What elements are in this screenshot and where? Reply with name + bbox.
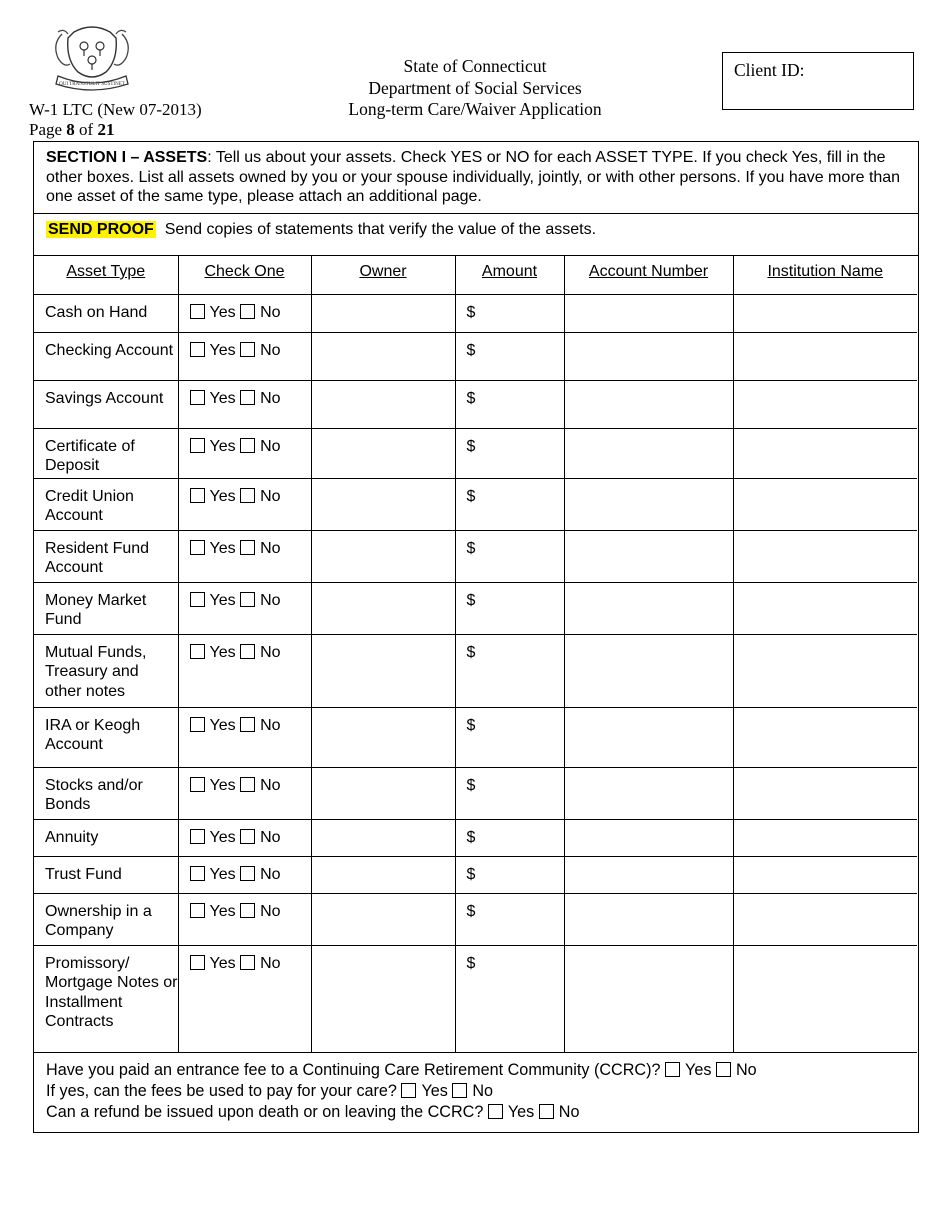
no-label: No (260, 341, 281, 359)
no-label: No (260, 828, 281, 846)
send-proof-highlight: SEND PROOF (48, 221, 154, 238)
yes-checkbox[interactable] (190, 304, 205, 319)
no-checkbox[interactable] (539, 1104, 554, 1119)
amount-field[interactable] (455, 707, 564, 767)
asset-type-cell (34, 767, 178, 819)
owner-field[interactable] (311, 707, 455, 767)
owner-field[interactable] (311, 582, 455, 634)
send-proof-text: Send copies of statements that verify the value of the assets. (164, 221, 597, 238)
yes-label: Yes (209, 591, 236, 609)
yes-label: Yes (209, 437, 236, 455)
no-checkbox[interactable] (240, 955, 255, 970)
svg-text:QUI TRANSTULIT SUSTINET: QUI TRANSTULIT SUSTINET (59, 82, 125, 87)
check-one-cell (178, 634, 311, 707)
amount-field[interactable] (455, 478, 564, 530)
asset-type-cell (34, 707, 178, 767)
section-intro (46, 148, 908, 207)
institution-name-field[interactable] (733, 707, 917, 767)
section-instructions: : Tell us about your assets. Check YES or NO for each ASSET TYPE. If you check Yes, fill in the other boxes. List all assets owned by you or your spouse individually, jointly, or with other persons. If you have more than one asset of the same type, please attach an additional page. (46, 149, 901, 205)
amount-field[interactable] (455, 428, 564, 478)
client-id-field[interactable] (722, 52, 914, 110)
asset-type-label: Checking Account (45, 341, 174, 359)
currency-symbol: $ (466, 389, 476, 407)
account-number-field[interactable] (564, 478, 733, 530)
account-number-field[interactable] (564, 707, 733, 767)
asset-type-label: Mutual Funds, Treasury and other notes (45, 643, 147, 700)
no-label: No (260, 776, 281, 794)
asset-type-label: Savings Account (45, 389, 164, 407)
currency-symbol: $ (466, 643, 476, 661)
yes-label: Yes (209, 716, 236, 734)
yes-checkbox[interactable] (190, 540, 205, 555)
table-row (34, 945, 917, 1052)
divider (34, 213, 918, 214)
check-one-cell (178, 530, 311, 582)
no-checkbox[interactable] (240, 829, 255, 844)
owner-field[interactable] (311, 893, 455, 945)
no-checkbox[interactable] (240, 717, 255, 732)
ccrc-questions (46, 1060, 757, 1123)
asset-type-label: Annuity (45, 828, 99, 846)
amount-field[interactable] (455, 294, 564, 332)
asset-type-cell (34, 893, 178, 945)
owner-field[interactable] (311, 634, 455, 707)
no-label: No (260, 539, 281, 557)
currency-symbol: $ (466, 539, 476, 557)
yes-checkbox[interactable] (190, 866, 205, 881)
page-total: 21 (97, 120, 115, 139)
yes-label: Yes (209, 643, 236, 661)
no-label: No (260, 954, 281, 972)
amount-field[interactable] (455, 634, 564, 707)
account-number-field[interactable] (564, 380, 733, 428)
ccrc-question: Have you paid an entrance fee to a Continuing Care Retirement Community (CCRC)? Yes No (46, 1061, 757, 1079)
table-row (34, 856, 917, 893)
institution-name-field[interactable] (733, 294, 917, 332)
ccrc-question: Can a refund be issued upon death or on leaving the CCRC? Yes No (46, 1103, 580, 1121)
asset-type-label: Cash on Hand (45, 303, 148, 321)
yes-label: Yes (209, 303, 236, 321)
currency-symbol: $ (466, 865, 476, 883)
no-label: No (260, 865, 281, 883)
no-checkbox[interactable] (240, 488, 255, 503)
check-one-cell (178, 478, 311, 530)
asset-type-label: Credit Union Account (45, 487, 134, 524)
column-header: Check One (178, 255, 311, 294)
amount-field[interactable] (455, 856, 564, 893)
institution-name-field[interactable] (733, 893, 917, 945)
table-row (34, 893, 917, 945)
currency-symbol: $ (466, 341, 476, 359)
currency-symbol: $ (466, 716, 476, 734)
asset-type-cell (34, 478, 178, 530)
account-number-field[interactable] (564, 294, 733, 332)
client-id-label: Client ID: (734, 60, 805, 80)
account-number-field[interactable] (564, 893, 733, 945)
institution-name-field[interactable] (733, 428, 917, 478)
yes-checkbox[interactable] (190, 592, 205, 607)
asset-type-label: Certificate of Deposit (45, 437, 135, 474)
check-one-cell (178, 945, 311, 1052)
check-one-cell (178, 893, 311, 945)
asset-type-cell (34, 294, 178, 332)
account-number-field[interactable] (564, 634, 733, 707)
no-label: No (260, 389, 281, 407)
owner-field[interactable] (311, 819, 455, 856)
no-checkbox[interactable] (716, 1062, 731, 1077)
amount-field[interactable] (455, 582, 564, 634)
agency-line: State of Connecticut (403, 56, 547, 76)
check-one-cell (178, 767, 311, 819)
currency-symbol: $ (466, 902, 476, 920)
column-header: Owner (311, 255, 455, 294)
yes-checkbox[interactable] (190, 777, 205, 792)
account-number-field[interactable] (564, 428, 733, 478)
yes-checkbox[interactable] (401, 1083, 416, 1098)
account-number-field[interactable] (564, 856, 733, 893)
amount-field[interactable] (455, 893, 564, 945)
no-label: No (260, 643, 281, 661)
owner-field[interactable] (311, 428, 455, 478)
institution-name-field[interactable] (733, 478, 917, 530)
table-row (34, 634, 917, 707)
owner-field[interactable] (311, 294, 455, 332)
amount-field[interactable] (455, 380, 564, 428)
asset-type-label: Ownership in a Company (45, 902, 152, 939)
asset-type-cell (34, 428, 178, 478)
check-one-cell (178, 819, 311, 856)
column-header: Amount (455, 255, 564, 294)
asset-type-cell (34, 856, 178, 893)
owner-field[interactable] (311, 767, 455, 819)
yes-checkbox[interactable] (488, 1104, 503, 1119)
send-proof-note (46, 220, 596, 240)
no-checkbox[interactable] (240, 903, 255, 918)
check-one-cell (178, 856, 311, 893)
table-row (34, 294, 917, 332)
owner-field[interactable] (311, 380, 455, 428)
check-one-cell (178, 380, 311, 428)
asset-type-cell (34, 582, 178, 634)
no-checkbox[interactable] (452, 1083, 467, 1098)
no-label: No (260, 487, 281, 505)
yes-label: Yes (209, 389, 236, 407)
yes-label: Yes (209, 954, 236, 972)
yes-checkbox[interactable] (190, 717, 205, 732)
yes-label: Yes (209, 902, 236, 920)
no-checkbox[interactable] (240, 777, 255, 792)
no-checkbox[interactable] (240, 304, 255, 319)
asset-type-cell (34, 945, 178, 1052)
asset-type-label: Trust Fund (45, 865, 122, 883)
page-of-word: of (79, 120, 94, 139)
asset-type-label: IRA or Keogh Account (45, 716, 141, 753)
agency-line: Department of Social Services (368, 77, 582, 98)
check-one-cell (178, 428, 311, 478)
agency-header (310, 56, 640, 121)
yes-checkbox[interactable] (190, 488, 205, 503)
currency-symbol: $ (466, 591, 476, 609)
check-one-cell (178, 707, 311, 767)
no-checkbox[interactable] (240, 390, 255, 405)
form-identifier: W-1 LTC (New 07-2013) (29, 100, 202, 119)
currency-symbol: $ (466, 437, 476, 455)
account-number-field[interactable] (564, 767, 733, 819)
asset-type-label: Money Market Fund (45, 591, 147, 628)
institution-name-field[interactable] (733, 332, 917, 380)
table-header-row (34, 255, 917, 294)
institution-name-field[interactable] (733, 530, 917, 582)
agency-line: Long-term Care/Waiver Application (348, 99, 602, 119)
no-checkbox[interactable] (240, 866, 255, 881)
no-label: No (260, 902, 281, 920)
table-row (34, 428, 917, 478)
section-title: SECTION I – ASSETS (46, 149, 208, 166)
yes-checkbox[interactable] (190, 390, 205, 405)
amount-field[interactable] (455, 530, 564, 582)
yes-checkbox[interactable] (190, 644, 205, 659)
yes-label: Yes (209, 539, 236, 557)
page-number (29, 120, 114, 140)
no-checkbox[interactable] (240, 592, 255, 607)
institution-name-field[interactable] (733, 582, 917, 634)
check-one-cell (178, 332, 311, 380)
table-row (34, 767, 917, 819)
account-number-field[interactable] (564, 582, 733, 634)
asset-rows (34, 294, 917, 1052)
institution-name-field[interactable] (733, 634, 917, 707)
table-row (34, 707, 917, 767)
account-number-field[interactable] (564, 530, 733, 582)
no-checkbox[interactable] (240, 644, 255, 659)
table-row (34, 478, 917, 530)
no-checkbox[interactable] (240, 342, 255, 357)
table-row (34, 380, 917, 428)
no-label: No (260, 437, 281, 455)
asset-type-cell (34, 819, 178, 856)
yes-label: Yes (209, 776, 236, 794)
institution-name-field[interactable] (733, 819, 917, 856)
yes-checkbox[interactable] (665, 1062, 680, 1077)
check-one-cell (178, 294, 311, 332)
institution-name-field[interactable] (733, 856, 917, 893)
currency-symbol: $ (466, 487, 476, 505)
asset-type-cell (34, 380, 178, 428)
currency-symbol: $ (466, 828, 476, 846)
owner-field[interactable] (311, 530, 455, 582)
asset-type-cell (34, 530, 178, 582)
table-row (34, 332, 917, 380)
account-number-field[interactable] (564, 945, 733, 1052)
column-header: Account Number (564, 255, 733, 294)
no-label: No (260, 303, 281, 321)
amount-field[interactable] (455, 945, 564, 1052)
asset-type-label: Promissory/ Mortgage Notes or Installment Contracts (45, 954, 178, 1030)
column-header: Institution Name (733, 255, 917, 294)
asset-type-label: Resident Fund Account (45, 539, 150, 576)
no-label: No (260, 716, 281, 734)
page-word: Page (29, 120, 63, 139)
asset-type-cell (34, 332, 178, 380)
amount-field[interactable] (455, 819, 564, 856)
asset-type-label: Stocks and/or Bonds (45, 776, 143, 813)
table-row (34, 819, 917, 856)
owner-field[interactable] (311, 332, 455, 380)
check-one-cell (178, 582, 311, 634)
yes-checkbox[interactable] (190, 829, 205, 844)
table-row (34, 582, 917, 634)
yes-label: Yes (209, 341, 236, 359)
ccrc-question: If yes, can the fees be used to pay for your care? Yes No (46, 1082, 494, 1100)
yes-checkbox[interactable] (190, 955, 205, 970)
asset-type-cell (34, 634, 178, 707)
yes-label: Yes (209, 828, 236, 846)
amount-field[interactable] (455, 767, 564, 819)
yes-checkbox[interactable] (190, 438, 205, 453)
no-label: No (260, 591, 281, 609)
table-row (34, 530, 917, 582)
institution-name-field[interactable] (733, 945, 917, 1052)
column-header: Asset Type (34, 255, 178, 294)
yes-checkbox[interactable] (190, 903, 205, 918)
owner-field[interactable] (311, 478, 455, 530)
yes-checkbox[interactable] (190, 342, 205, 357)
currency-symbol: $ (466, 954, 476, 972)
owner-field[interactable] (311, 945, 455, 1052)
account-number-field[interactable] (564, 819, 733, 856)
institution-name-field[interactable] (733, 380, 917, 428)
no-checkbox[interactable] (240, 438, 255, 453)
state-seal-logo (44, 24, 140, 92)
yes-label: Yes (209, 865, 236, 883)
assets-table (34, 255, 917, 1053)
currency-symbol: $ (466, 303, 476, 321)
yes-label: Yes (209, 487, 236, 505)
owner-field[interactable] (311, 856, 455, 893)
page-current: 8 (66, 120, 75, 139)
account-number-field[interactable] (564, 332, 733, 380)
no-checkbox[interactable] (240, 540, 255, 555)
institution-name-field[interactable] (733, 767, 917, 819)
amount-field[interactable] (455, 332, 564, 380)
currency-symbol: $ (466, 776, 476, 794)
assets-section (33, 141, 919, 1133)
